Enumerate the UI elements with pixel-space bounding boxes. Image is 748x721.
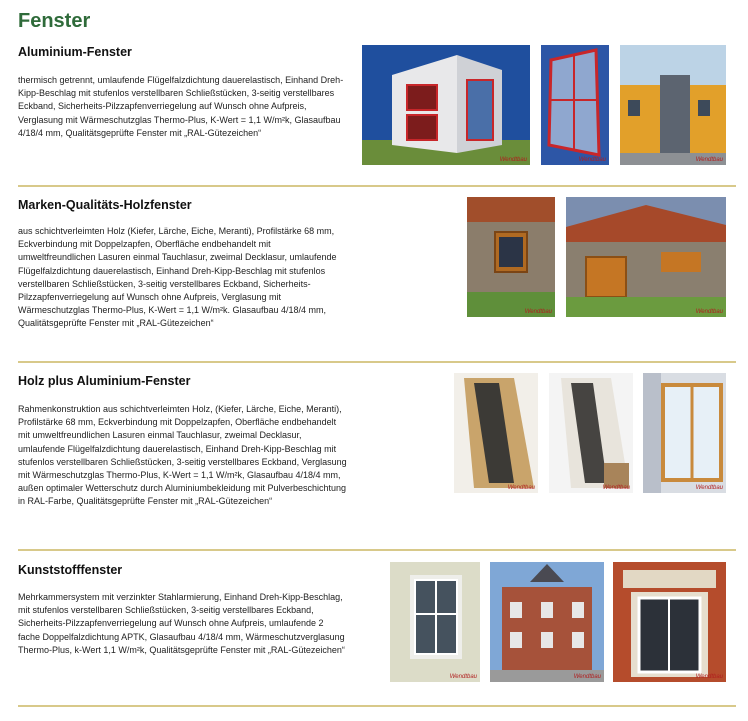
section-divider <box>18 185 736 187</box>
aluminium-street-photo[interactable]: Wendtbau <box>620 45 726 165</box>
section-title: Marken-Qualitäts-Holzfenster <box>18 198 192 212</box>
aluminium-facade-photo[interactable]: Wendtbau <box>541 45 609 165</box>
wooden-window-photo[interactable]: Wendtbau <box>467 197 555 317</box>
pvc-window-photo[interactable]: Wendtbau <box>390 562 480 682</box>
section-divider <box>18 705 736 707</box>
section-description: aus schichtverleimten Holz (Kiefer, Lärche, Eiche, Meranti), Profilstärke 68 mm, Eckverbindung mit Doppelzapfen, Oberfläche endbehandelt mit umweltfreundlichen Lasuren einmal Tauchlasur, zweimal Decklasur, umlaufende Flügelfalzdichtung dauerelastisch, Einhand Dreh-Kipp-Beschlag mit stufenlos verstellbaren Schließstücken, 3-seitig verstellbares Eckband, Sicherheits-Pilzzapfenverriegelung auf Wunsch ohne Aufpreis, Verglasung mit Wärmeschutzglas Thermo-Plus, K-Wert = 1,1 W/m²k. Glasaufbau 4/18/4 mm, Qualitätsgeprüfte Fenster mit „RAL-Gütezeichen“ <box>18 226 337 329</box>
section-title: Kunststofffenster <box>18 563 123 577</box>
section-divider <box>18 361 736 363</box>
aluminium-building-photo[interactable]: Wendtbau <box>362 45 530 165</box>
section-description: Rahmenkonstruktion aus schichtverleimten Holz, (Kiefer, Lärche, Eiche, Meranti), Profilstärke 68 mm, Eckverbindung mit Doppelzapfen, Oberfläche endbehandelt mit umweltfreundlichen Lasuren einmal Tauchlasur, zweimal Decklasur, umlaufende Flügelfalzdichtung dauerelastisch, Einhand Dreh-Kipp-Beschlag mit stufenlos verstellbaren Schließstücken, 3-seitig verstellbares Eckband, Verglasung mit Wärmeschutzglas Thermo-Plus, K-Wert = 1,1 W/m²k, Glasaufbau 4/18/4 mm, außen optimaler Wetterschutz durch Aluminiumbekleidung mit Pulverbeschichtung in RAL-Farbe, Qualitätsgeprüfte Fenster mit „RAL-Gütezeichen“ <box>18 404 347 507</box>
wood-alu-white-profile-photo[interactable]: Wendtbau <box>549 373 633 493</box>
wood-alu-window-open-photo[interactable]: Wendtbau <box>643 373 726 493</box>
pvc-ornate-window-photo[interactable]: Wendtbau <box>613 562 726 682</box>
section-description: thermisch getrennt, umlaufende Flügelfalzdichtung dauerelastisch, Einhand Dreh-Kipp-Beschlag mit stufenlos verstellbaren Schließstücken, 3-seitig verstellbares Eckband, Sicherheits-Pilzzapfenverriegelung auf Wunsch ohne Aufpreis, Verglasung mit Wärmeschutzglas Thermo-Plus, K-Wert = 1,1 W/m²k, Glasaufbau 4/18/4 mm, Qualitätsgeprüfte Fenster mit „RAL-Gütezeichen“ <box>18 75 344 138</box>
section-title: Aluminium-Fenster <box>18 45 132 59</box>
wood-alu-profile-photo[interactable]: Wendtbau <box>454 373 538 493</box>
section-description: Mehrkammersystem mit verzinkter Stahlarmierung, Einhand Dreh-Kipp-Beschlag, mit stufenlos verstellbaren Schließstücken, 3-seitig verstellbares Eckband, Sicherheits-Pilzzapfenverriegelung auf Wunsch ohne Aufpreis, umlaufende 2 fache Doppelfalzdichtung APTK, Glasaufbau 4/18/4 mm, Wärmeschutzverglasung Thermo-Plus, k-Wert 1,1 W/m²k, Qualitätsgeprüfte Fenster mit „RAL-Gütezeichen“ <box>18 592 345 655</box>
page-title: Fenster <box>18 10 91 32</box>
wooden-door-photo[interactable]: Wendtbau <box>566 197 726 317</box>
pvc-villa-photo[interactable]: Wendtbau <box>490 562 604 682</box>
section-divider <box>18 549 736 551</box>
section-title: Holz plus Aluminium-Fenster <box>18 374 191 388</box>
